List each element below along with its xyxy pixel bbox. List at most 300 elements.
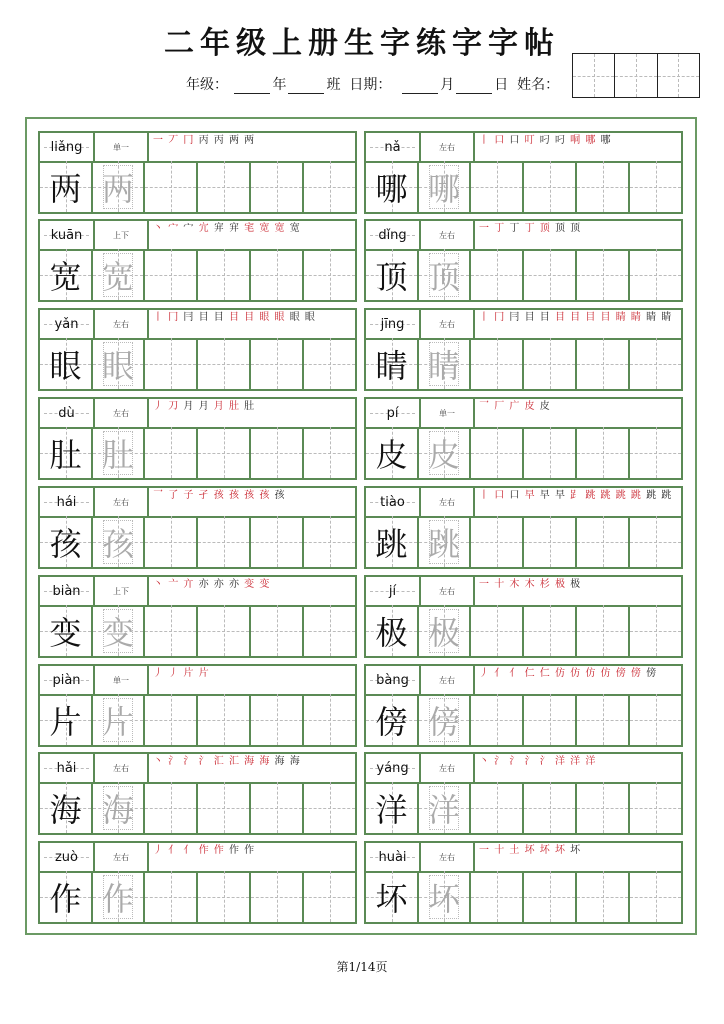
- structure-label: 左右: [95, 488, 149, 516]
- trace-char-cell[interactable]: [419, 782, 471, 833]
- name-grid[interactable]: [572, 53, 700, 98]
- pinyin-cell: [366, 843, 421, 871]
- practice-cell[interactable]: [630, 338, 681, 389]
- date-label: 日期：: [349, 77, 392, 93]
- model-char: 哪: [375, 169, 408, 208]
- stroke-step: 作: [244, 845, 256, 856]
- trace-char: 肚: [102, 430, 134, 476]
- character-card: [38, 575, 357, 658]
- trace-char: 作: [102, 874, 134, 920]
- stroke-step: 宽: [289, 223, 301, 234]
- practice-cell[interactable]: [577, 516, 630, 567]
- pinyin-text: bàng: [376, 672, 409, 688]
- pinyin-text: liǎng: [50, 139, 83, 155]
- stroke-step: 丙: [198, 135, 210, 146]
- trace-char-cell[interactable]: [93, 161, 145, 212]
- stroke-step: 顶: [539, 223, 551, 234]
- stroke-order: [149, 666, 355, 694]
- trace-char-cell[interactable]: [419, 694, 471, 745]
- stroke-step: 子: [183, 490, 195, 501]
- stroke-step: 仿: [600, 668, 612, 679]
- practice-cell[interactable]: [471, 605, 524, 656]
- practice-cell[interactable]: [577, 782, 630, 833]
- trace-char: 哪: [428, 164, 460, 210]
- writing-row: [40, 782, 355, 833]
- practice-cell[interactable]: [630, 161, 681, 212]
- practice-cell[interactable]: [251, 249, 304, 300]
- trace-char: 皮: [428, 430, 460, 476]
- trace-char-cell[interactable]: [419, 249, 471, 300]
- writing-row: [40, 516, 355, 567]
- trace-char: 海: [102, 785, 134, 831]
- card-header-row: [366, 399, 681, 429]
- model-char: 极: [375, 613, 408, 652]
- practice-cell[interactable]: [630, 427, 681, 478]
- stroke-order: [149, 754, 355, 782]
- practice-cell[interactable]: [251, 516, 304, 567]
- trace-char: 变: [102, 608, 134, 654]
- stroke-step: 洋: [554, 756, 566, 767]
- stroke-step: 宀: [168, 223, 180, 234]
- stroke-step: 叼: [539, 135, 551, 146]
- day-suffix: 日: [494, 77, 509, 93]
- writing-row: [366, 694, 681, 745]
- practice-cell[interactable]: [251, 694, 304, 745]
- stroke-step: 一: [153, 135, 164, 146]
- pinyin-text: tiào: [380, 494, 405, 510]
- stroke-step: 宀: [183, 223, 195, 234]
- model-char: 傍: [375, 702, 408, 741]
- year-field[interactable]: [234, 79, 270, 94]
- practice-cell[interactable]: [304, 161, 355, 212]
- stroke-step: 仿: [570, 668, 582, 679]
- stroke-step: 氵: [509, 756, 521, 767]
- stroke-step: 跳: [661, 490, 673, 501]
- character-card: [364, 575, 683, 658]
- practice-cell[interactable]: [471, 871, 524, 922]
- pinyin-text: hái: [56, 494, 77, 510]
- structure-label: 左右: [421, 754, 475, 782]
- structure-label: 单一: [95, 666, 149, 694]
- stroke-step: 早: [554, 490, 566, 501]
- structure-label: 左右: [421, 488, 475, 516]
- stroke-step: 早: [524, 490, 536, 501]
- structure-label: 左右: [95, 843, 149, 871]
- stroke-order: [149, 488, 355, 516]
- practice-cell[interactable]: [577, 249, 630, 300]
- stroke-step: 海: [244, 756, 256, 767]
- structure-label: 左右: [421, 666, 475, 694]
- structure-label: 左右: [95, 310, 149, 338]
- practice-cell[interactable]: [471, 427, 524, 478]
- stroke-step: 亻: [509, 668, 521, 679]
- practice-cell[interactable]: [198, 782, 251, 833]
- practice-cell[interactable]: [251, 161, 304, 212]
- practice-cell[interactable]: [471, 516, 524, 567]
- stroke-step: 极: [570, 579, 582, 590]
- stroke-step: 眼: [259, 312, 271, 323]
- character-card: [364, 486, 683, 569]
- name-cell[interactable]: [614, 54, 656, 97]
- writing-row: [366, 605, 681, 656]
- practice-cell[interactable]: [471, 161, 524, 212]
- stroke-step: 目: [228, 312, 240, 323]
- pinyin-text: jí: [388, 583, 397, 599]
- practice-cell[interactable]: [145, 605, 198, 656]
- stroke-step: 坏: [554, 845, 566, 856]
- stroke-step: 土: [509, 845, 521, 856]
- practice-cell[interactable]: [304, 782, 355, 833]
- stroke-step: 睛: [630, 312, 642, 323]
- writing-row: [40, 427, 355, 478]
- stroke-step: 顶: [570, 223, 582, 234]
- stroke-step: 木: [509, 579, 521, 590]
- class-field[interactable]: [288, 79, 324, 94]
- practice-cell[interactable]: [524, 516, 577, 567]
- practice-cell[interactable]: [198, 427, 251, 478]
- writing-row: [366, 871, 681, 922]
- trace-char-cell[interactable]: [419, 516, 471, 567]
- practice-cell[interactable]: [524, 694, 577, 745]
- trace-char-cell[interactable]: [93, 782, 145, 833]
- practice-cell[interactable]: [145, 516, 198, 567]
- model-char: 跳: [375, 524, 408, 563]
- stroke-step: 亦: [228, 579, 240, 590]
- month-suffix: 月: [440, 77, 455, 93]
- stroke-step: 仿: [585, 668, 597, 679]
- practice-cell[interactable]: [524, 427, 577, 478]
- stroke-step: 丿: [479, 668, 490, 679]
- practice-cell[interactable]: [304, 516, 355, 567]
- pinyin-text: kuān: [50, 227, 83, 243]
- stroke-step: 孩: [228, 490, 240, 501]
- character-card: [364, 308, 683, 391]
- stroke-step: 孩: [274, 490, 286, 501]
- practice-cell[interactable]: [198, 516, 251, 567]
- stroke-step: 傍: [646, 668, 658, 679]
- practice-cell[interactable]: [304, 871, 355, 922]
- model-char: 肚: [49, 435, 82, 474]
- trace-char: 极: [428, 608, 460, 654]
- model-char-cell: [366, 871, 419, 922]
- stroke-step: 丆: [168, 135, 180, 146]
- trace-char-cell[interactable]: [93, 249, 145, 300]
- stroke-step: 氵: [168, 756, 180, 767]
- stroke-step: 了: [168, 490, 180, 501]
- stroke-order: [475, 843, 681, 871]
- name-cell[interactable]: [657, 54, 699, 97]
- stroke-step: 口: [494, 135, 506, 146]
- stroke-step: 眼: [274, 312, 286, 323]
- practice-cell[interactable]: [145, 249, 198, 300]
- practice-cell[interactable]: [524, 161, 577, 212]
- practice-cell[interactable]: [145, 161, 198, 212]
- model-char-cell: [40, 782, 93, 833]
- practice-cell[interactable]: [577, 694, 630, 745]
- pinyin-text: hǎi: [56, 760, 77, 776]
- character-card: [38, 752, 357, 835]
- trace-char-cell[interactable]: [419, 338, 471, 389]
- practice-cell[interactable]: [630, 605, 681, 656]
- model-char-cell: [40, 871, 93, 922]
- practice-cell[interactable]: [251, 338, 304, 389]
- trace-char-cell[interactable]: [93, 516, 145, 567]
- stroke-step: 一: [479, 223, 490, 234]
- model-char: 海: [49, 790, 82, 829]
- practice-cell[interactable]: [577, 427, 630, 478]
- writing-row: [40, 605, 355, 656]
- card-header-row: [40, 577, 355, 607]
- stroke-step: 目: [539, 312, 551, 323]
- practice-cell[interactable]: [577, 161, 630, 212]
- stroke-step: 广: [509, 401, 521, 412]
- pinyin-text: dǐng: [378, 227, 407, 243]
- stroke-step: 𧾷: [570, 490, 582, 501]
- stroke-order: [149, 221, 355, 249]
- stroke-step: 仁: [524, 668, 536, 679]
- stroke-step: 亦: [198, 579, 210, 590]
- structure-label: 左右: [421, 310, 475, 338]
- practice-cell[interactable]: [630, 871, 681, 922]
- pinyin-cell: [366, 399, 421, 427]
- practice-cell[interactable]: [577, 338, 630, 389]
- stroke-order: [149, 310, 355, 338]
- structure-label: 左右: [95, 399, 149, 427]
- stroke-step: 目: [585, 312, 597, 323]
- stroke-step: 哪: [585, 135, 597, 146]
- trace-char-cell[interactable]: [419, 161, 471, 212]
- model-char: 睛: [375, 346, 408, 385]
- stroke-step: 乛: [153, 490, 164, 501]
- stroke-step: 丨: [479, 135, 490, 146]
- stroke-step: 刀: [168, 401, 180, 412]
- practice-cell[interactable]: [198, 605, 251, 656]
- practice-cell[interactable]: [524, 782, 577, 833]
- model-char: 眼: [49, 346, 82, 385]
- stroke-order: [149, 399, 355, 427]
- trace-char-cell[interactable]: [419, 427, 471, 478]
- stroke-step: 冂: [168, 312, 180, 323]
- practice-cell[interactable]: [630, 694, 681, 745]
- stroke-step: 宑: [228, 223, 240, 234]
- stroke-step: 宒: [244, 223, 256, 234]
- name-cell[interactable]: [573, 54, 614, 97]
- structure-label: 单一: [421, 399, 475, 427]
- stroke-step: 木: [524, 579, 536, 590]
- writing-row: [366, 427, 681, 478]
- practice-cell[interactable]: [251, 782, 304, 833]
- stroke-step: 两: [228, 135, 240, 146]
- stroke-step: 睛: [661, 312, 673, 323]
- card-header-row: [40, 488, 355, 518]
- pinyin-cell: [366, 754, 421, 782]
- stroke-step: 丁: [524, 223, 536, 234]
- card-header-row: [366, 310, 681, 340]
- stroke-step: 十: [494, 579, 506, 590]
- stroke-step: 口: [509, 490, 521, 501]
- writing-row: [40, 338, 355, 389]
- stroke-step: 目: [600, 312, 612, 323]
- stroke-order: [475, 488, 681, 516]
- page-number: 第1/14页: [336, 960, 388, 974]
- stroke-step: 十: [494, 845, 506, 856]
- pinyin-text: piàn: [52, 672, 81, 688]
- trace-char: 孩: [102, 519, 134, 565]
- writing-row: [366, 249, 681, 300]
- practice-cell[interactable]: [198, 249, 251, 300]
- character-card: [364, 219, 683, 302]
- stroke-order: [475, 754, 681, 782]
- trace-char: 洋: [428, 785, 460, 831]
- stroke-step: 变: [259, 579, 271, 590]
- writing-row: [40, 249, 355, 300]
- model-char-cell: [40, 249, 93, 300]
- card-header-row: [40, 666, 355, 696]
- stroke-step: 哪: [600, 135, 612, 146]
- structure-label: 单一: [95, 133, 149, 161]
- name-label: 姓名：: [517, 77, 560, 93]
- model-char: 孩: [49, 524, 82, 563]
- stroke-step: 月: [183, 401, 195, 412]
- stroke-step: 一: [479, 845, 490, 856]
- trace-char: 顶: [428, 252, 460, 298]
- stroke-step: 月: [213, 401, 225, 412]
- model-char: 坏: [375, 879, 408, 918]
- card-header-row: [366, 577, 681, 607]
- stroke-step: 氵: [494, 756, 506, 767]
- practice-cell[interactable]: [471, 782, 524, 833]
- model-char-cell: [366, 516, 419, 567]
- info-line: [186, 74, 559, 94]
- pinyin-text: dù: [58, 405, 75, 421]
- practice-cell[interactable]: [524, 605, 577, 656]
- practice-cell[interactable]: [471, 694, 524, 745]
- stroke-step: 孑: [198, 490, 210, 501]
- stroke-step: 坏: [539, 845, 551, 856]
- trace-char-cell[interactable]: [93, 871, 145, 922]
- stroke-step: 丶: [153, 579, 164, 590]
- stroke-step: 汇: [213, 756, 225, 767]
- practice-cell[interactable]: [577, 605, 630, 656]
- pinyin-cell: [40, 133, 95, 161]
- stroke-step: 两: [244, 135, 256, 146]
- stroke-step: 作: [228, 845, 240, 856]
- practice-cell[interactable]: [524, 338, 577, 389]
- structure-label: 上下: [95, 577, 149, 605]
- trace-char-cell[interactable]: [419, 605, 471, 656]
- stroke-step: 丁: [494, 223, 506, 234]
- pinyin-text: nǎ: [384, 139, 401, 155]
- pinyin-cell: [40, 754, 95, 782]
- stroke-step: 丨: [479, 312, 490, 323]
- stroke-step: 顶: [554, 223, 566, 234]
- practice-cell[interactable]: [198, 338, 251, 389]
- model-char-cell: [40, 338, 93, 389]
- stroke-step: 仁: [539, 668, 551, 679]
- structure-label: 左右: [95, 754, 149, 782]
- practice-cell[interactable]: [198, 694, 251, 745]
- trace-char-cell[interactable]: [93, 694, 145, 745]
- practice-cell[interactable]: [630, 516, 681, 567]
- stroke-step: 亻: [494, 668, 506, 679]
- trace-char-cell[interactable]: [419, 871, 471, 922]
- stroke-step: 哃: [570, 135, 582, 146]
- stroke-step: 冃: [509, 312, 521, 323]
- card-header-row: [366, 754, 681, 784]
- practice-cell[interactable]: [145, 871, 198, 922]
- practice-cell[interactable]: [524, 249, 577, 300]
- practice-cell[interactable]: [471, 249, 524, 300]
- practice-cell[interactable]: [145, 427, 198, 478]
- practice-cell[interactable]: [251, 871, 304, 922]
- practice-cell[interactable]: [304, 694, 355, 745]
- practice-cell[interactable]: [145, 782, 198, 833]
- stroke-step: 早: [539, 490, 551, 501]
- practice-cell[interactable]: [304, 605, 355, 656]
- pinyin-text: yǎn: [54, 316, 79, 332]
- stroke-step: 冂: [494, 312, 506, 323]
- trace-char-cell[interactable]: [93, 338, 145, 389]
- character-card: [364, 131, 683, 214]
- stroke-step: 丁: [509, 223, 521, 234]
- practice-cell[interactable]: [304, 249, 355, 300]
- practice-cell[interactable]: [524, 871, 577, 922]
- practice-cell[interactable]: [304, 427, 355, 478]
- trace-char-cell[interactable]: [93, 605, 145, 656]
- stroke-step: 丿: [168, 668, 180, 679]
- stroke-step: 睛: [646, 312, 658, 323]
- stroke-step: 丨: [479, 490, 490, 501]
- practice-cell[interactable]: [304, 338, 355, 389]
- trace-char: 跳: [428, 519, 460, 565]
- card-header-row: [366, 488, 681, 518]
- trace-char-cell[interactable]: [93, 427, 145, 478]
- practice-cell[interactable]: [198, 161, 251, 212]
- practice-cell[interactable]: [630, 782, 681, 833]
- practice-cell[interactable]: [577, 871, 630, 922]
- model-char: 洋: [375, 790, 408, 829]
- day-field[interactable]: [456, 79, 492, 94]
- pinyin-cell: [40, 577, 95, 605]
- pinyin-cell: [366, 133, 421, 161]
- page-title: 二年级上册生字练字字帖: [164, 26, 560, 61]
- model-char-cell: [40, 694, 93, 745]
- practice-cell[interactable]: [630, 249, 681, 300]
- trace-char: 宽: [102, 252, 134, 298]
- practice-cell[interactable]: [145, 338, 198, 389]
- pinyin-text: jīng: [380, 316, 405, 332]
- pinyin-text: biàn: [52, 583, 81, 599]
- practice-cell[interactable]: [471, 338, 524, 389]
- stroke-step: 丶: [153, 223, 164, 234]
- practice-cell[interactable]: [198, 871, 251, 922]
- practice-cell[interactable]: [251, 427, 304, 478]
- practice-cell[interactable]: [251, 605, 304, 656]
- practice-cell[interactable]: [145, 694, 198, 745]
- pinyin-cell: [366, 310, 421, 338]
- stroke-step: 傍: [615, 668, 627, 679]
- stroke-step: 海: [259, 756, 271, 767]
- stroke-step: 片: [183, 668, 195, 679]
- character-card: [38, 397, 357, 480]
- stroke-step: 孩: [244, 490, 256, 501]
- stroke-step: 叼: [554, 135, 566, 146]
- stroke-step: 作: [213, 845, 225, 856]
- stroke-step: 冂: [183, 135, 195, 146]
- stroke-step: 丨: [153, 312, 164, 323]
- month-field[interactable]: [402, 79, 438, 94]
- pinyin-cell: [40, 221, 95, 249]
